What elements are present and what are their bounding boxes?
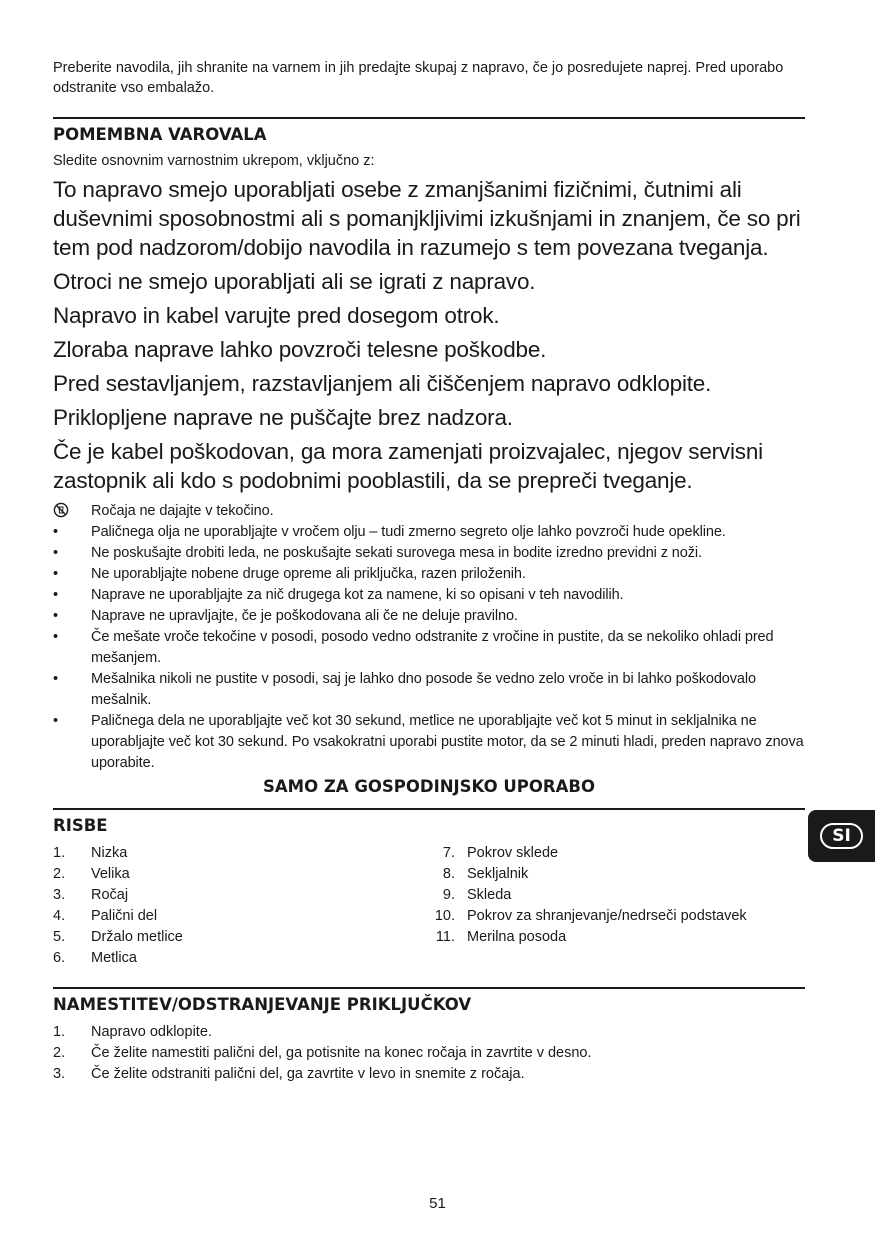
bullet-mark: • [53,608,58,624]
attachments-steps [53,1022,805,1085]
item-number: 5. [53,929,66,945]
step-text: Napravo odklopite. [91,1024,212,1040]
item-label: Pokrov sklede [467,845,559,861]
list-item [53,627,805,669]
big-item: Priklopljene naprave ne puščajte brez nadzora. [53,405,513,430]
item-label: Nizka [91,845,128,861]
list-item-text: Paličnega dela ne uporabljajte več kot 30 sekund, metlice ne uporabljajte več kot 5 minut in sekljalnika ne uporabljajte več kot 30 sekund. Po vsakokratni uporabi pustite motor, da se 2 minuti hladi, preden napravo znova uporabite. [91,713,804,771]
list-item-text: Paličnega olja ne uporabljajte v vročem olju – tudi zmerno segreto olje lahko povzroči hude opekline. [91,524,726,540]
bullet-mark: • [53,545,58,561]
list-item [53,585,805,606]
list-item [53,564,805,585]
list-item [53,543,805,564]
intro-text: Preberite navodila, jih shranite na varnem in jih predajte skupaj z napravo, če jo posredujete naprej. Pred uporabo odstranite vso embalažo. [53,60,784,96]
big-item: Otroci ne smejo uporabljati ali se igrati z napravo. [53,269,536,294]
list-item [53,843,429,864]
bullet-mark: • [53,587,58,603]
list-item-text: Naprave ne uporabljajte za nič drugega kot za namene, ki so opisani v teh navodilih. [91,587,624,603]
item-number: 10. [434,908,455,924]
list-item [53,948,429,969]
big-item: To napravo smejo uporabljati osebe z zmanjšanimi fizičnimi, čutnimi ali duševnimi sposobnostmi ali s pomanjkljivimi izkušnjami in znanjem, če so pri tem pod nadzorom/dobijo navodila in razumejo s tem povezana tveganja. [53,177,801,260]
bullet-mark: • [53,713,58,729]
list-item-text: Naprave ne upravljajte, če je poškodovana ali če ne deluje pravilno. [91,608,518,624]
item-label: Palični del [91,908,158,924]
item-number: 7. [442,845,455,861]
item-number: 1. [53,845,66,861]
language-tab [808,810,875,862]
step-text: Če želite namestiti palični del, ga potisnite na konec ročaja in zavrtite v desno. [91,1045,592,1061]
list-item [53,864,429,885]
item-number: 8. [442,866,455,882]
item-label: Pokrov za shranjevanje/nedrseči podstavek [467,908,747,924]
item-number: 11. [435,929,455,945]
item-number: 9. [442,887,455,903]
list-item [53,711,805,774]
list-item-text: Mešalnika nikoli ne pustite v posodi, saj je lahko dno posode še vedno zelo vroče in bi lahko poškodovalo mešalnik. [91,671,756,708]
big-item: Napravo in kabel varujte pred dosegom otrok. [53,303,500,328]
page-number: 51 [429,1195,446,1212]
list-item [53,669,805,711]
list-item [53,906,429,927]
step-text: Če želite odstraniti palični del, ga zavrtite v levo in snemite z ročaja. [91,1066,525,1082]
bullet-mark: • [53,629,58,645]
household-use-notice: SAMO ZA GOSPODINJSKO UPORABO [263,777,595,796]
bullet-mark: • [53,524,58,540]
warning-text: Ročaja ne dajajte v tekočino. [91,503,274,519]
list-item [429,906,805,927]
section-divider [53,808,805,810]
safety-lead: Sledite osnovnim varnostnim ukrepom, vključno z: [53,153,375,169]
item-label: Sekljalnik [467,866,529,882]
list-item [429,864,805,885]
safety-bullet-list [53,501,805,774]
item-label: Držalo metlice [91,929,183,945]
step-item [53,1064,805,1085]
big-item: Pred sestavljanjem, razstavljanjem ali čiščenjem napravo odklopite. [53,371,712,396]
item-label: Velika [91,866,130,882]
safety-big-list [53,175,805,495]
no-liquid-icon [53,501,73,522]
step-item [53,1022,805,1043]
warning-item [53,501,805,522]
drawings-list [53,843,805,969]
list-item [53,606,805,627]
step-item [53,1043,805,1064]
step-number: 1. [53,1024,66,1040]
language-code: SI [820,823,863,849]
section-divider [53,987,805,989]
item-label: Ročaj [91,887,129,903]
list-item [53,522,805,543]
list-item-text: Če mešate vroče tekočine v posodi, posodo vedno odstranite z vročine in pustite, da se nekoliko ohladi pred mešanjem. [91,629,774,666]
section-divider [53,117,805,119]
item-number: 2. [53,866,66,882]
item-label: Metlica [91,950,137,966]
big-item: Zloraba naprave lahko povzroči telesne poškodbe. [53,337,547,362]
drawings-left-column [53,843,429,969]
step-number: 3. [53,1066,66,1082]
step-number: 2. [53,1045,66,1061]
item-number: 6. [53,950,66,966]
list-item [429,927,805,948]
list-item [429,885,805,906]
attachments-heading: NAMESTITEV/ODSTRANJEVANJE PRIKLJUČKOV [53,995,472,1014]
item-number: 3. [53,887,66,903]
safety-heading: POMEMBNA VAROVALA [53,125,267,144]
list-item [53,885,429,906]
drawings-heading: RISBE [53,816,108,835]
item-label: Merilna posoda [467,929,567,945]
bullet-mark: • [53,671,58,687]
item-label: Skleda [467,887,512,903]
list-item [429,843,805,864]
item-number: 4. [53,908,66,924]
list-item-text: Ne poskušajte drobiti leda, ne poskušajte sekati surovega mesa in bodite izredno previdni z noži. [91,545,702,561]
page-content [53,58,805,1085]
list-item [53,927,429,948]
drawings-right-column [429,843,805,969]
bullet-mark: • [53,566,58,582]
big-item: Če je kabel poškodovan, ga mora zamenjati proizvajalec, njegov servisni zastopnik ali kdo s podobnimi pooblastili, da se prepreči tveganje. [53,439,763,493]
list-item-text: Ne uporabljajte nobene druge opreme ali priključka, razen priloženih. [91,566,526,582]
